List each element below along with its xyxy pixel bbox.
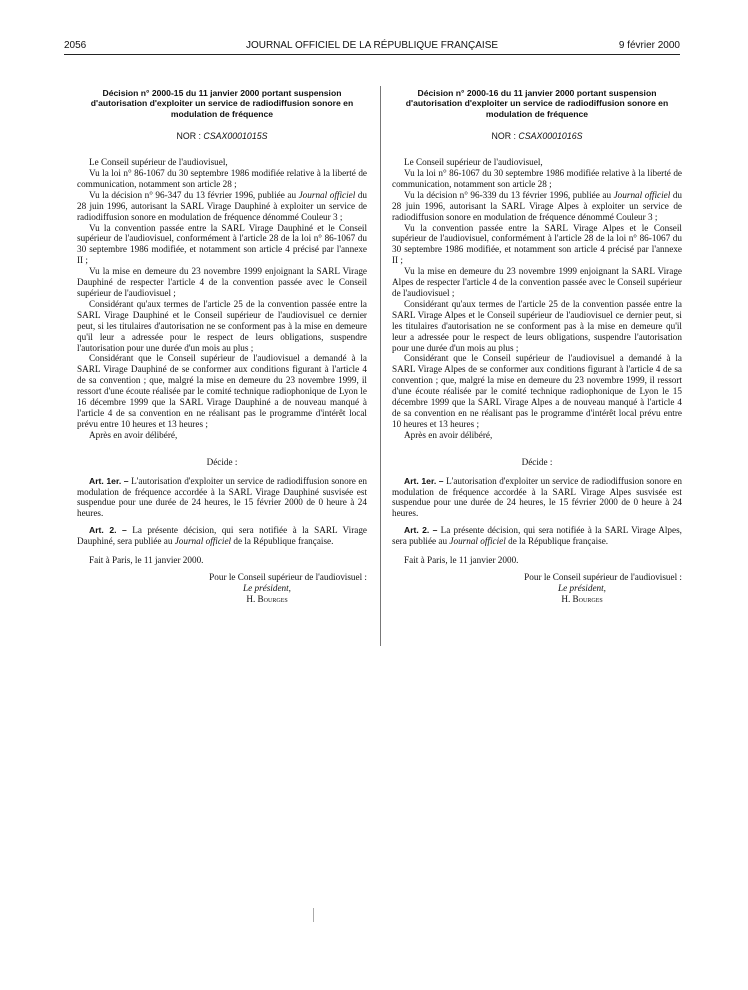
decision-title: Décision n° 2000-15 du 11 janvier 2000 portant suspension d'autorisation d'exploiter un service de radiodiffusion sonore en modulation de fréquence — [90, 88, 354, 119]
paragraph: Le Conseil supérieur de l'audiovisuel, — [404, 157, 543, 168]
paragraph: Vu la loi n° 86-1067 du 30 septembre 1986 modifiée relative à la liberté de communication, notamment son article 28 ; — [392, 168, 682, 189]
nor-code: CSAX0001015S — [203, 131, 268, 142]
signatory-role: Le président, — [558, 582, 606, 593]
page-fold-mark — [313, 908, 314, 922]
journal-title: JOURNAL OFFICIEL DE LA RÉPUBLIQUE FRANÇAISE — [245, 40, 499, 51]
signature-place-date: Fait à Paris, le 11 janvier 2000. — [404, 555, 519, 566]
paragraph: Vu la loi n° 86-1067 du 30 septembre 1986 modifiée relative à la liberté de communication, notamment son article 28 ; — [77, 168, 367, 189]
issue-date: 9 février 2000 — [618, 40, 680, 51]
signatory-role: Le président, — [243, 582, 291, 593]
nor-code: CSAX0001016S — [518, 131, 583, 142]
page-number: 2056 — [64, 40, 87, 51]
paragraph: Vu la convention passée entre la SARL Virage Dauphiné et le Conseil supérieur de l'audiovisuel, conformément à l'article 28 de la loi n° 86-1067 du 30 septembre 1986 modifiée, et notamment son article 4 précisé par l'annexe II ; — [77, 222, 367, 266]
paragraph: Après en avoir délibéré, — [404, 429, 493, 440]
journal-officiel-ref: Journal officiel — [613, 189, 671, 200]
journal-officiel-ref: Journal officiel — [174, 536, 232, 547]
article-2: Art. 2. – La présente décision, qui sera notifiée à la SARL Virage Alpes, sera publiée au Journal officiel de la République française. — [392, 525, 682, 547]
signature-on-behalf: Pour le Conseil supérieur de l'audiovisuel : — [209, 571, 367, 582]
signature-place-date: Fait à Paris, le 11 janvier 2000. — [89, 555, 204, 566]
article-1: Art. 1er. – L'autorisation d'exploiter un service de radiodiffusion sonore en modulation de fréquence accordée à la SARL Virage Dauphiné susvisée est suspendue pour une durée de 24 heures, le 15 février 2000 de 0 heure à 24 heures. — [77, 475, 368, 519]
article-label: Art. 2. – — [89, 525, 127, 536]
decision-title: Décision n° 2000-16 du 11 janvier 2000 portant suspension d'autorisation d'exploiter un service de radiodiffusion sonore en modulation de fréquence — [405, 88, 669, 119]
nor-label: NOR : — [176, 131, 201, 142]
article-1: Art. 1er. – L'autorisation d'exploiter un service de radiodiffusion sonore en modulation de fréquence accordée à la SARL Virage Alpes susvisée est suspendue pour une durée de 24 heures, le 15 février 2000 de 0 heure à 24 heures. — [392, 475, 683, 519]
paragraph: Vu la décision n° 96-347 du 13 février 1996, publiée au Journal officiel du 28 juin 1996, autorisant la SARL Virage Dauphiné à exploiter un service de radiodiffusion sonore en modulation de fréquence dénommé Couleur 3 ; — [77, 189, 368, 222]
page-header — [64, 40, 680, 54]
paragraph: Considérant qu'aux termes de l'article 25 de la convention passée entre la SARL Virage Dauphiné et le Conseil supérieur de l'audiovisuel ce dernier peut, si les titulaires d'autorisation ne se conforment pas à la mise en demeure qu'il leur a adressée pour le respect de leurs obligations, suspendre l'autorisation pour une durée d'un mois au plus ; — [77, 298, 367, 353]
signature-on-behalf: Pour le Conseil supérieur de l'audiovisuel : — [524, 571, 682, 582]
article-2: Art. 2. – La présente décision, qui sera notifiée à la SARL Virage Dauphiné, sera publiée au Journal officiel de la République française. — [77, 525, 368, 547]
signature-block — [392, 572, 682, 605]
nor-reference — [77, 131, 367, 142]
paragraph: Considérant que le Conseil supérieur de l'audiovisuel a demandé à la SARL Virage Dauphiné de se conformer aux conditions figurant à l'article 4 de sa convention ; que, malgré la mise en demeure du 23 novembre 1999, il ressort d'une écoute réalisée par le comité technique radiophonique de Lyon le 16 décembre 1999 que la SARL Virage Dauphiné a de nouveau manqué à l'article 4 de sa convention en ne réalisant pas le programme d'intérêt local prévu entre 10 heures et 13 heures ; — [77, 353, 367, 429]
nor-reference — [392, 131, 682, 142]
paragraph: Vu la mise en demeure du 23 novembre 1999 enjoignant la SARL Virage Alpes de respecter l'article 4 de la convention passée avec le Conseil supérieur de l'audiovisuel ; — [392, 266, 682, 298]
decision-2000-16 — [392, 88, 682, 605]
journal-officiel-ref: Journal officiel — [298, 189, 356, 200]
decide-heading: Décide : — [206, 456, 238, 467]
header-rule — [64, 54, 680, 55]
paragraph: Après en avoir délibéré, — [89, 429, 178, 440]
article-label: Art. 1er. – — [89, 475, 129, 486]
nor-label: NOR : — [491, 131, 516, 142]
signatory-name: H. Bourges — [246, 593, 288, 604]
signatory-name: H. Bourges — [561, 593, 603, 604]
article-label: Art. 2. – — [404, 525, 438, 536]
signature-block — [77, 572, 367, 605]
paragraph: Vu la convention passée entre la SARL Virage Alpes et le Conseil supérieur de l'audiovisuel, conformément à l'article 28 de la loi n° 86-1067 du 30 septembre 1986 modifiée, et notamment son article 4 précisé par l'annexe II ; — [392, 222, 682, 266]
journal-officiel-ref: Journal officiel — [449, 536, 506, 547]
decide-heading: Décide : — [521, 456, 553, 467]
paragraph: Vu la décision n° 96-339 du 13 février 1996, publiée au Journal officiel du 28 juin 1996, autorisant la SARL Virage Alpes à exploiter un service de radiodiffusion sonore en modulation de fréquence dénommé Couleur 3 ; — [392, 189, 683, 222]
paragraph: Le Conseil supérieur de l'audiovisuel, — [89, 157, 228, 168]
paragraph: Vu la mise en demeure du 23 novembre 1999 enjoignant la SARL Virage Dauphiné de respecter l'article 4 de la convention passée avec le Conseil supérieur de l'audiovisuel ; — [77, 266, 367, 298]
paragraph: Considérant qu'aux termes de l'article 25 de la convention passée entre la SARL Virage Alpes et le Conseil supérieur de l'audiovisuel ce dernier peut, si les titulaires d'autorisation ne se conforment pas à la mise en demeure qu'il leur a adressée pour le respect de leurs obligations, suspendre l'autorisation pour une durée d'un mois au plus ; — [392, 298, 682, 353]
column-divider — [380, 86, 381, 646]
decision-body — [77, 157, 367, 441]
paragraph: Considérant que le Conseil supérieur de l'audiovisuel a demandé à la SARL Virage Alpes de se conformer aux conditions figurant à l'article 4 de sa convention ; que, malgré la mise en demeure du 23 novembre 1999, il ressort d'une écoute réalisée par le comité technique radiophonique de Lyon le 15 décembre 1999 que la SARL Virage Alpes a de nouveau manqué à l'article 4 de sa convention en ne réalisant pas le programme d'intérêt local prévu entre 10 heures et 13 heures ; — [392, 353, 682, 429]
decision-2000-15 — [77, 88, 367, 605]
article-label: Art. 1er. – — [404, 475, 444, 486]
decision-body — [392, 157, 682, 441]
